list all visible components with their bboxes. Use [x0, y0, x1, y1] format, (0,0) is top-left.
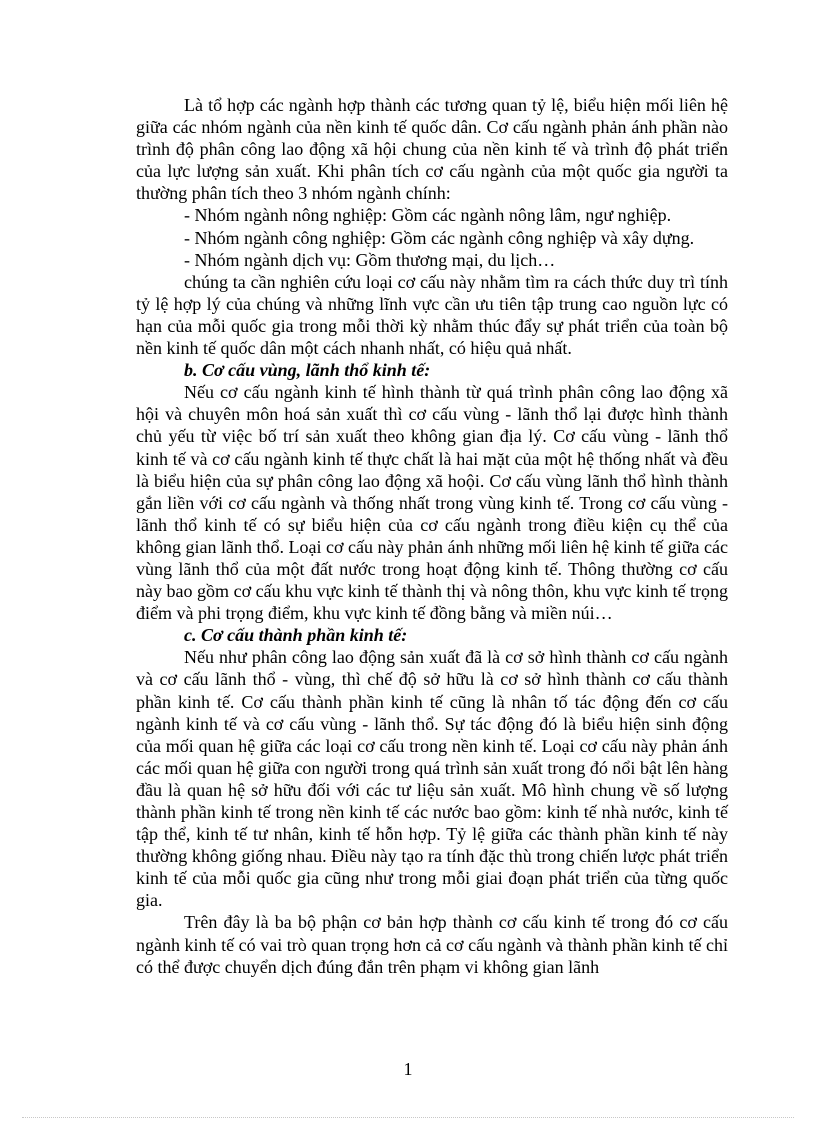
- list-item-services: - Nhóm ngành dịch vụ: Gồm thương mại, du lịch…: [184, 249, 556, 270]
- paragraph-industry-structure-intro: Là tổ hợp các ngành hợp thành các tương quan tỷ lệ, biểu hiện mối liên hệ giữa các nhóm ngành của nền kinh tế quốc dân. Cơ cấu ngành phản ánh phần nào trình độ phân công lao động xã hội chung của nền kinh tế và trình độ phát triển của lực lượng sản xuất. Khi phân tích cơ cấu ngành của một quốc gia người ta thường phân tích theo 3 nhóm ngành chính:: [136, 95, 728, 204]
- section-heading-economic-sector-structure: c. Cơ cấu thành phần kinh tế:: [184, 625, 408, 646]
- page-number: 1: [403, 1059, 413, 1079]
- paragraph-regional-structure: Nếu cơ cấu ngành kinh tế hình thành từ quá trình phân công lao động xã hội và chuyên môn hoá sản xuất thì cơ cấu vùng - lãnh thổ lại được hình thành chủ yếu từ việc bố trí sản xuất theo không gian địa lý. Cơ cấu vùng - lãnh thổ kinh tế và cơ cấu ngành kinh tế thực chất là hai mặt của một hệ thống nhất và đều là biểu hiện của sự phân công lao động xã hoội. Cơ cấu vùng lãnh thổ hình thành gắn liền với cơ cấu ngành và thống nhất trong vùng kinh tế. Trong cơ cấu vùng - lãnh thổ kinh tế có sự biểu hiện của cơ cấu ngành trong điều kiện cụ thể của không gian lãnh thổ. Loại cơ cấu này phản ánh những mối liên hệ kinh tế giữa các vùng lãnh thổ của một đất nước trong hoạt động kinh tế. Thông thường cơ cấu này bao gồm cơ cấu khu vực kinh tế thành thị và nông thôn, khu vực kinh tế trọng điểm và phi trọng điểm, khu vực kinh tế đồng bằng và miền núi…: [136, 382, 728, 624]
- list-item-industry: - Nhóm ngành công nghiệp: Gồm các ngành công nghiệp và xây dựng.: [184, 227, 695, 248]
- list-item-agriculture: - Nhóm ngành nông nghiệp: Gồm các ngành nông lâm, ngư nghiệp.: [184, 205, 672, 226]
- paragraph-summary: Trên đây là ba bộ phận cơ bản hợp thành cơ cấu kinh tế trong đó cơ cấu ngành kinh tế có vai trò quan trọng hơn cả cơ cấu ngành và thành phần kinh tế chỉ có thể được chuyển dịch đúng đắn trên phạm vi không gian lãnh: [136, 912, 728, 977]
- document-body: [136, 94, 728, 978]
- paragraph-economic-sector-structure: Nếu như phân công lao động sản xuất đã là cơ sở hình thành cơ cấu ngành và cơ cấu lãnh thổ - vùng, thì chế độ sở hữu là cơ sở hình thành cơ cấu thành phần kinh tế. Cơ cấu thành phần kinh tế cũng là nhân tố tác động đến cơ cấu ngành kinh tế và cơ cấu vùng - lãnh thổ. Sự tác động đó là biểu hiện sinh động của mối quan hệ giữa các loại cơ cấu trong nền kinh tế. Loại cơ cấu này phản ánh các mối quan hệ giữa con người trong quá trình sản xuất trong đó nổi bật lên hàng đầu là quan hệ sở hữu đối với các tư liệu sản xuất. Mô hình chung về số lượng thành phần kinh tế trong nền kinh tế các nước bao gồm: kinh tế nhà nước, kinh tế tập thể, kinh tế tư nhân, kinh tế hỗn hợp. Tỷ lệ giữa các thành phần kinh tế này thường không giống nhau. Điều này tạo ra tính đặc thù trong chiến lược phát triển kinh tế của mỗi quốc gia cũng như trong mỗi giai đoạn phát triển của từng quốc gia.: [136, 647, 728, 911]
- section-heading-regional-structure: b. Cơ cấu vùng, lãnh thổ kinh tế:: [184, 360, 431, 381]
- footer-dotted-rule: [22, 1117, 794, 1118]
- paragraph-industry-structure-purpose: chúng ta cần nghiên cứu loại cơ cấu này nhằm tìm ra cách thức duy trì tính tỷ lệ hợp lý của chúng và những lĩnh vực cần ưu tiên tập trung cao nguồn lực có hạn của mỗi quốc gia trong mỗi thời kỳ nhằm thúc đẩy sự phát triển của toàn bộ nền kinh tế quốc dân một cách nhanh nhất, có hiệu quả nhất.: [136, 271, 728, 359]
